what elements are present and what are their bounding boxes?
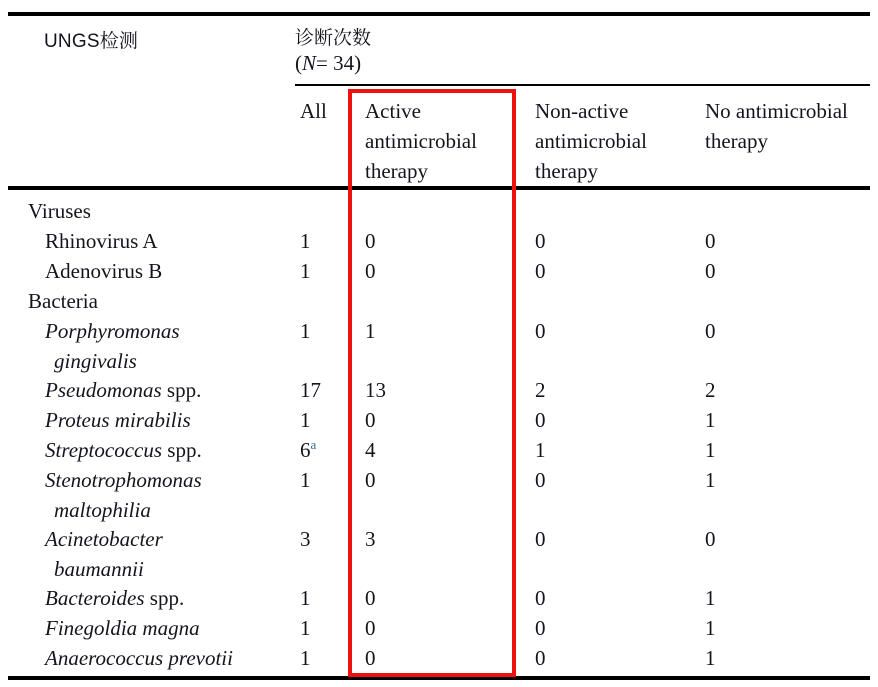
stub-header-label: UNGS检测 — [44, 31, 139, 52]
cell-value-non-active: 2 — [535, 378, 546, 402]
organism-qualifier: Adenovirus B — [45, 259, 163, 283]
cell-value-active: 0 — [365, 468, 376, 492]
column-spanner-rule — [295, 84, 870, 86]
organism-genus: Finegoldia magna — [45, 616, 200, 640]
organism-qualifier: spp. — [161, 378, 202, 402]
cell-value-active: 0 — [365, 616, 376, 640]
organism-label — [45, 583, 184, 613]
cell-value-all: 3 — [300, 527, 311, 551]
cell-value-non-active: 1 — [535, 438, 546, 462]
cell-value-all: 1 — [300, 586, 311, 610]
cell-value-no-therapy: 2 — [705, 378, 716, 402]
organism-label — [45, 524, 163, 584]
group-label: Viruses — [28, 199, 91, 223]
organism-genus: Anaerococcus prevotii — [45, 646, 233, 670]
cell-value-non-active: 0 — [535, 319, 546, 343]
organism-label — [45, 405, 191, 435]
sample-size-value: = 34 — [316, 51, 355, 75]
organism-label — [45, 226, 158, 256]
table-row — [0, 613, 878, 643]
cell-value-non-active: 0 — [535, 616, 546, 640]
organism-label — [45, 256, 162, 286]
table-bottom-rule — [8, 676, 870, 680]
organism-label — [45, 613, 200, 643]
table-row — [0, 435, 878, 465]
table-row — [0, 256, 878, 286]
table-row — [0, 316, 878, 375]
column-header-active: Active antimicrobial therapy — [365, 99, 477, 183]
organism-genus: Bacteroides — [45, 586, 145, 610]
cell-value-no-therapy: 1 — [705, 408, 716, 432]
footnote-marker: a — [310, 437, 317, 452]
cell-value-active: 0 — [365, 586, 376, 610]
cell-value-non-active: 0 — [535, 229, 546, 253]
cell-value-active: 0 — [365, 229, 376, 253]
column-header-no-therapy: No antimicrobial therapy — [705, 99, 848, 153]
cell-value-active: 0 — [365, 259, 376, 283]
organism-species: gingivalis — [54, 349, 137, 373]
organism-species: baumannii — [54, 557, 144, 581]
cell-value-active: 0 — [365, 408, 376, 432]
cell-value-all: 1 — [300, 646, 311, 670]
column-header-non-active: Non-active antimicrobial therapy — [535, 99, 647, 183]
cell-value-active: 13 — [365, 378, 386, 402]
cell-value-non-active: 0 — [535, 468, 546, 492]
group-label: Bacteria — [28, 289, 98, 313]
table-row — [0, 524, 878, 583]
organism-label — [45, 435, 202, 465]
table-row — [0, 465, 878, 524]
cell-value-active: 4 — [365, 438, 376, 462]
organism-qualifier: Rhinovirus A — [45, 229, 158, 253]
count-header-label — [295, 26, 371, 77]
table-top-rule — [8, 12, 870, 16]
cell-value-no-therapy: 0 — [705, 527, 716, 551]
cell-value-non-active: 0 — [535, 408, 546, 432]
cell-value-all: 1 — [300, 616, 311, 640]
cell-value-non-active: 0 — [535, 586, 546, 610]
organism-label — [45, 316, 180, 376]
cell-value-non-active: 0 — [535, 259, 546, 283]
cell-value-no-therapy: 0 — [705, 229, 716, 253]
organism-qualifier: spp. — [162, 438, 202, 462]
cell-value-non-active: 0 — [535, 527, 546, 551]
cell-value-no-therapy: 1 — [705, 646, 716, 670]
sample-size-label: (N= 34) — [295, 51, 362, 75]
cell-value-all: 1 — [300, 319, 311, 343]
count-header-line1: 诊断次数 — [295, 28, 372, 49]
cell-value-all: 1 — [300, 468, 311, 492]
cell-value-all: 1 — [300, 259, 311, 283]
cell-value-all: 1 — [300, 229, 311, 253]
organism-label — [45, 375, 201, 405]
organism-label — [45, 465, 202, 525]
table-row — [0, 405, 878, 435]
cell-value-no-therapy: 1 — [705, 468, 716, 492]
organism-genus: Pseudomonas — [45, 378, 162, 402]
table-row — [0, 226, 878, 256]
cell-value-no-therapy: 1 — [705, 586, 716, 610]
organism-genus: Stenotrophomonas — [45, 468, 202, 492]
cell-value-active: 1 — [365, 319, 376, 343]
cell-value-all: 1 — [300, 408, 311, 432]
cell-value-all: 17 — [300, 378, 321, 402]
sample-size-symbol: N — [302, 51, 317, 75]
table-row — [0, 643, 878, 673]
cell-value-no-therapy: 0 — [705, 259, 716, 283]
organism-genus: Acinetobacter — [45, 527, 163, 551]
table-row — [0, 583, 878, 613]
organism-genus: Porphyromonas — [45, 319, 180, 343]
header-bottom-rule — [8, 186, 870, 190]
organism-qualifier: spp. — [144, 586, 185, 610]
table-group-row — [0, 196, 878, 226]
column-header-all: All — [300, 99, 327, 123]
cell-value-no-therapy: 1 — [705, 438, 716, 462]
table-row — [0, 375, 878, 405]
cell-value-no-therapy: 1 — [705, 616, 716, 640]
cell-value-no-therapy: 0 — [705, 319, 716, 343]
cell-value-non-active: 0 — [535, 646, 546, 670]
cell-value-active: 3 — [365, 527, 376, 551]
organism-genus: Streptococcus — [45, 438, 163, 462]
organism-genus: Proteus mirabilis — [45, 408, 191, 432]
organism-species: maltophilia — [54, 498, 151, 522]
cell-value-active: 0 — [365, 646, 376, 670]
cell-value-all: 6$^a$ — [300, 437, 317, 462]
table-group-row — [0, 286, 878, 316]
organism-label — [45, 643, 233, 673]
table-body — [0, 196, 878, 673]
